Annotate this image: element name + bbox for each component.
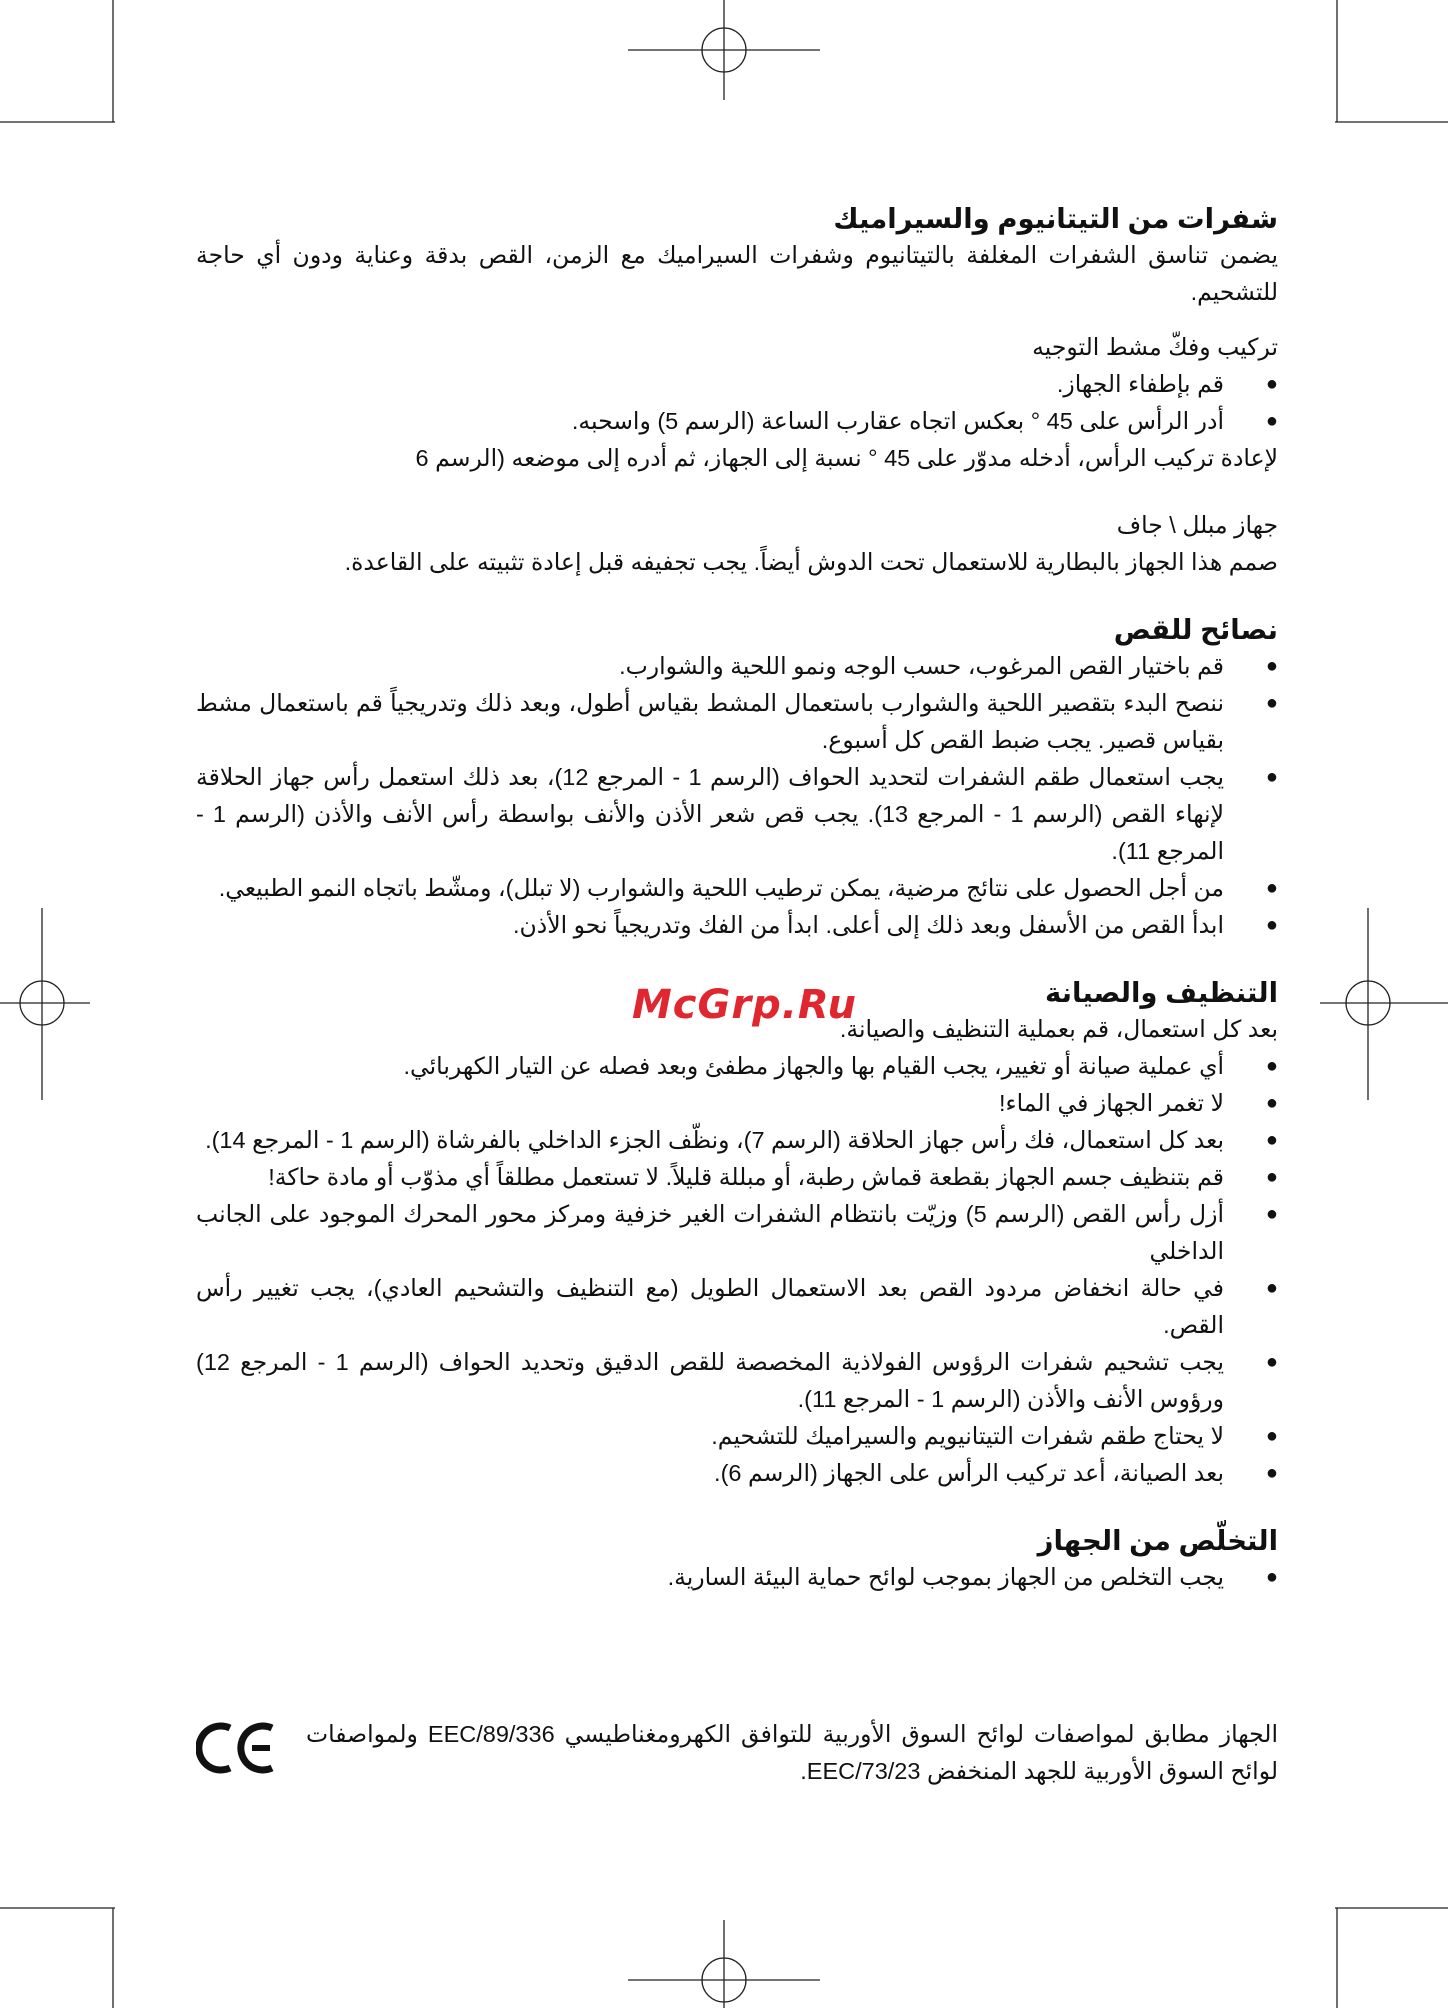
compliance-block — [196, 1716, 1278, 1790]
blades-heading: شفرات من التيتانيوم والسيراميك — [833, 203, 1278, 234]
list-item: ● لا يحتاج طقم شفرات التيتانيويم والسيراميك للتشحيم. — [196, 1418, 1278, 1455]
guide-reattach-text: لإعادة تركيب الرأس، أدخله مدوّر على 45 ° نسبة إلى الجهاز، ثم أدره إلى موضعه (الرسم 6 — [415, 445, 1278, 471]
list-item: ● من أجل الحصول على نتائج مرضية، يمكن ترطيب اللحية والشوارب (لا تبلل)، ومشّط باتجاه النمو الطبيعي. — [196, 870, 1278, 907]
list-item: ● لا تغمر الجهاز في الماء! — [196, 1085, 1278, 1122]
list-item: ● أي عملية صيانة أو تغيير، يجب القيام بها والجهاز مطفئ وبعد فصله عن التيار الكهربائي. — [196, 1048, 1278, 1085]
bullet-icon: ● — [1265, 1566, 1278, 1588]
cleaning-list — [196, 1048, 1278, 1492]
list-item: ● بعد الصيانة، أعد تركيب الرأس على الجهاز (الرسم 6). — [196, 1455, 1278, 1492]
bullet-icon: ● — [1265, 1055, 1278, 1077]
ce-mark-icon — [196, 1720, 278, 1776]
list-item: ● ابدأ القص من الأسفل وبعد ذلك إلى أعلى. ابدأ من الفك وتدريجياً نحو الأذن. — [196, 907, 1278, 944]
bullet-icon: ● — [1265, 1462, 1278, 1484]
bullet-icon: ● — [1265, 1092, 1278, 1114]
list-item: ● في حالة انخفاض مردود القص بعد الاستعمال الطويل (مع التنظيف والتشحيم العادي)، يجب تغيير رأس القص. — [196, 1270, 1278, 1344]
cleaning-heading: التنظيف والصيانة — [1045, 977, 1278, 1008]
list-item: ● يجب التخلص من الجهاز بموجب لوائح حماية البيئة السارية. — [196, 1559, 1278, 1596]
list-item: ● ننصح البدء بتقصير اللحية والشوارب باستعمال المشط بقياس أطول، وبعد ذلك وتدريجياً قم باستعمال مشط بقياس قصير. يجب ضبط القص كل أسبوع. — [196, 685, 1278, 759]
bullet-icon: ● — [1265, 1351, 1278, 1373]
tips-list — [196, 648, 1278, 944]
list-item: ● قم بإطفاء الجهاز. — [196, 366, 1278, 403]
list-item: ● أزل رأس القص (الرسم 5) وزيّت بانتظام الشفرات الغير خزفية ومركز محور المحرك الموجود على الجانب الداخلي — [196, 1196, 1278, 1270]
blades-text: يضمن تناسق الشفرات المغلفة بالتيتانيوم وشفرات السيراميك مع الزمن، القص بدقة وعناية ودون أي حاجة للتشحيم. — [196, 242, 1278, 305]
bullet-icon: ● — [1265, 692, 1278, 714]
bullet-icon: ● — [1265, 1203, 1278, 1225]
guide-list — [196, 366, 1278, 440]
bullet-icon: ● — [1265, 655, 1278, 677]
bullet-icon: ● — [1265, 1129, 1278, 1151]
compliance-text: الجهاز مطابق لمواصفات لوائح السوق الأوربية للتوافق الكهرومغناطيسي 89/336/EEC ولمواصفات لوائح السوق الأوربية للجهد المنخفض 73/23/EEC. — [306, 1721, 1278, 1784]
watermark: McGrp.Ru — [632, 982, 857, 1028]
list-item: ● أدر الرأس على 45 ° بعكس اتجاه عقارب الساعة (الرسم 5) واسحبه. — [196, 403, 1278, 440]
bullet-icon: ● — [1265, 914, 1278, 936]
bullet-icon: ● — [1265, 1425, 1278, 1447]
document-page — [196, 200, 1278, 1596]
list-item: ● يجب تشحيم شفرات الرؤوس الفولاذية المخصصة للقص الدقيق وتحديد الحواف (الرسم 1 - المرجع 12) ورؤوس الأنف والأذن (الرسم 1 - المرجع 11). — [196, 1344, 1278, 1418]
bullet-icon: ● — [1265, 1277, 1278, 1299]
list-item: ● قم باختيار القص المرغوب، حسب الوجه ونمو اللحية والشوارب. — [196, 648, 1278, 685]
guide-heading: تركيب وفكّ مشط التوجيه — [1032, 334, 1278, 360]
list-item: ● يجب استعمال طقم الشفرات لتحديد الحواف (الرسم 1 - المرجع 12)، بعد ذلك استعمل رأس جهاز الحلاقة لإنهاء القص (الرسم 1 - المرجع 13). يجب قص شعر الأذن والأنف بواسطة رأس الأنف والأذن (الرسم 1 - المرجع 11). — [196, 759, 1278, 870]
bullet-icon: ● — [1265, 877, 1278, 899]
bullet-icon: ● — [1265, 410, 1278, 432]
bullet-icon: ● — [1265, 1166, 1278, 1188]
wetdry-heading: جهاز مبلل \ جاف — [1116, 512, 1278, 538]
list-item: ● قم بتنظيف جسم الجهاز بقطعة قماش رطبة، أو مبللة قليلاً. لا تستعمل مطلقاً أي مذوّب أو مادة حاكة! — [196, 1159, 1278, 1196]
bullet-icon: ● — [1265, 373, 1278, 395]
tips-heading: نصائح للقص — [1113, 614, 1278, 645]
cleaning-intro: بعد كل استعمال، قم بعملية التنظيف والصيانة. — [839, 1016, 1278, 1042]
wetdry-text: صمم هذا الجهاز بالبطارية للاستعمال تحت الدوش أيضاً. يجب تجفيفه قبل إعادة تثبيته على القاعدة. — [344, 549, 1278, 575]
list-item: ● بعد كل استعمال، فك رأس جهاز الحلاقة (الرسم 7)، ونظّف الجزء الداخلي بالفرشاة (الرسم 1 - المرجع 14). — [196, 1122, 1278, 1159]
disposal-heading: التخلّص من الجهاز — [1037, 1525, 1278, 1556]
bullet-icon: ● — [1265, 766, 1278, 788]
disposal-list — [196, 1559, 1278, 1596]
